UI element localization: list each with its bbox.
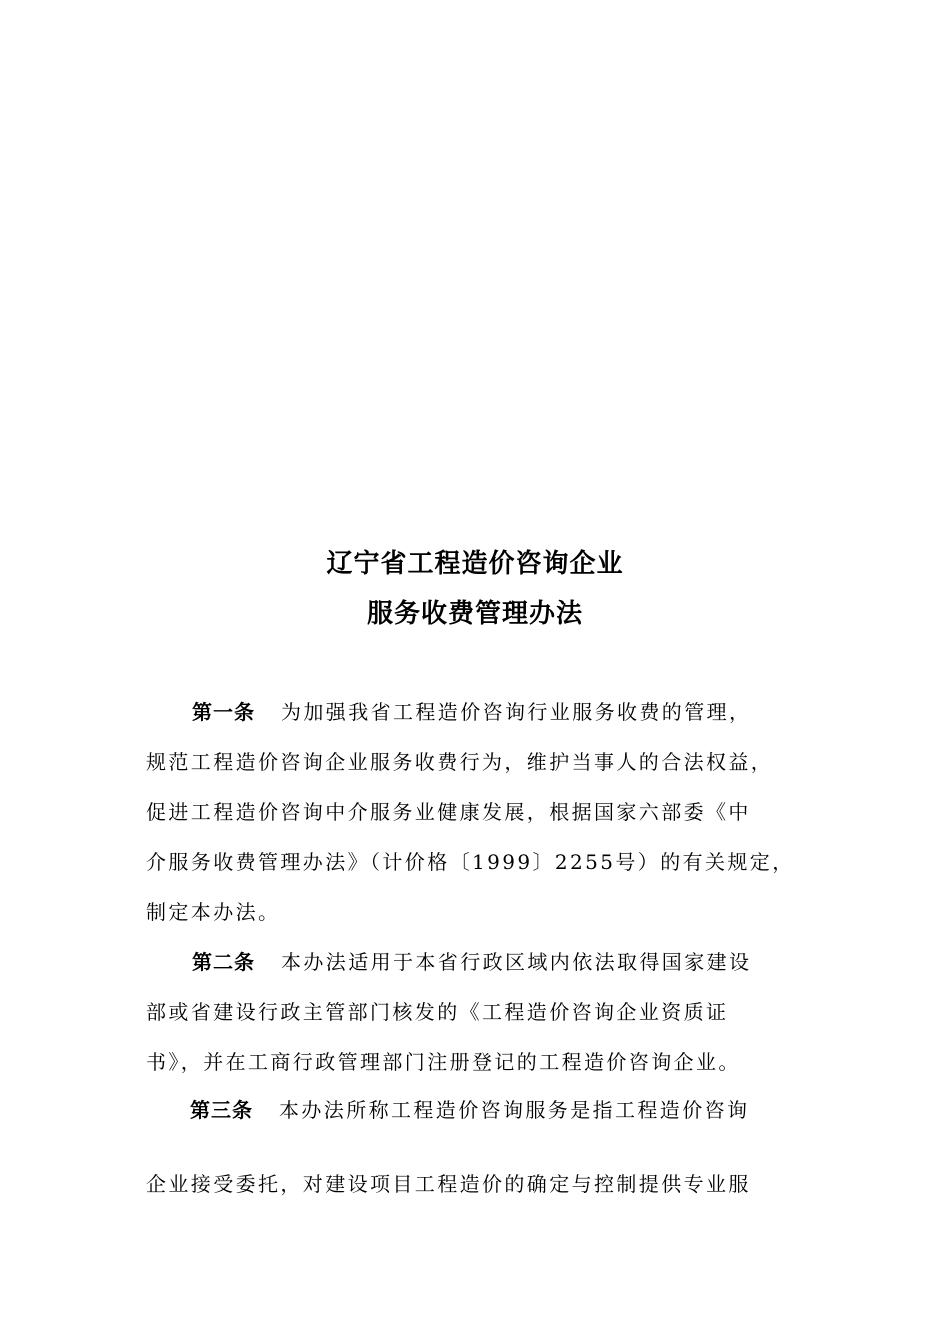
article-3-text-1: 本办法所称工程造价咨询服务是指工程造价咨询 xyxy=(279,1098,750,1122)
article-1-line-4: 介服务收费管理办法》（计价格〔1999〕2255号）的有关规定， xyxy=(146,850,795,874)
article-2-text-1: 本办法适用于本省行政区域内依法取得国家建设 xyxy=(281,950,752,974)
article-1-line-1 xyxy=(192,697,751,727)
article-1-line-2: 规范工程造价咨询企业服务收费行为，维护当事人的合法权益， xyxy=(146,750,774,774)
article-2-line-1 xyxy=(192,947,751,977)
document-title-line-1: 辽宁省工程造价咨询企业 xyxy=(326,549,624,579)
article-1-label: 第一条 xyxy=(192,700,255,724)
article-2-label: 第二条 xyxy=(192,950,255,974)
article-1-line-3: 促进工程造价咨询中介服务业健康发展，根据国家六部委《中 xyxy=(146,800,751,824)
article-1-text-1: 为加强我省工程造价咨询行业服务收费的管理， xyxy=(281,700,752,724)
document-title-line-2: 服务收费管理办法 xyxy=(366,599,583,629)
article-3-line-1 xyxy=(190,1095,749,1125)
article-1-line-5: 制定本办法。 xyxy=(146,900,281,924)
article-3-label: 第三条 xyxy=(190,1098,253,1122)
article-3-line-2: 企业接受委托，对建设项目工程造价的确定与控制提供专业服 xyxy=(146,1172,751,1196)
article-2-line-3: 书》，并在工商行政管理部门注册登记的工程造价咨询企业。 xyxy=(146,1050,741,1074)
article-2-line-2: 部或省建设行政主管部门核发的《工程造价咨询企业资质证 xyxy=(146,1000,729,1024)
